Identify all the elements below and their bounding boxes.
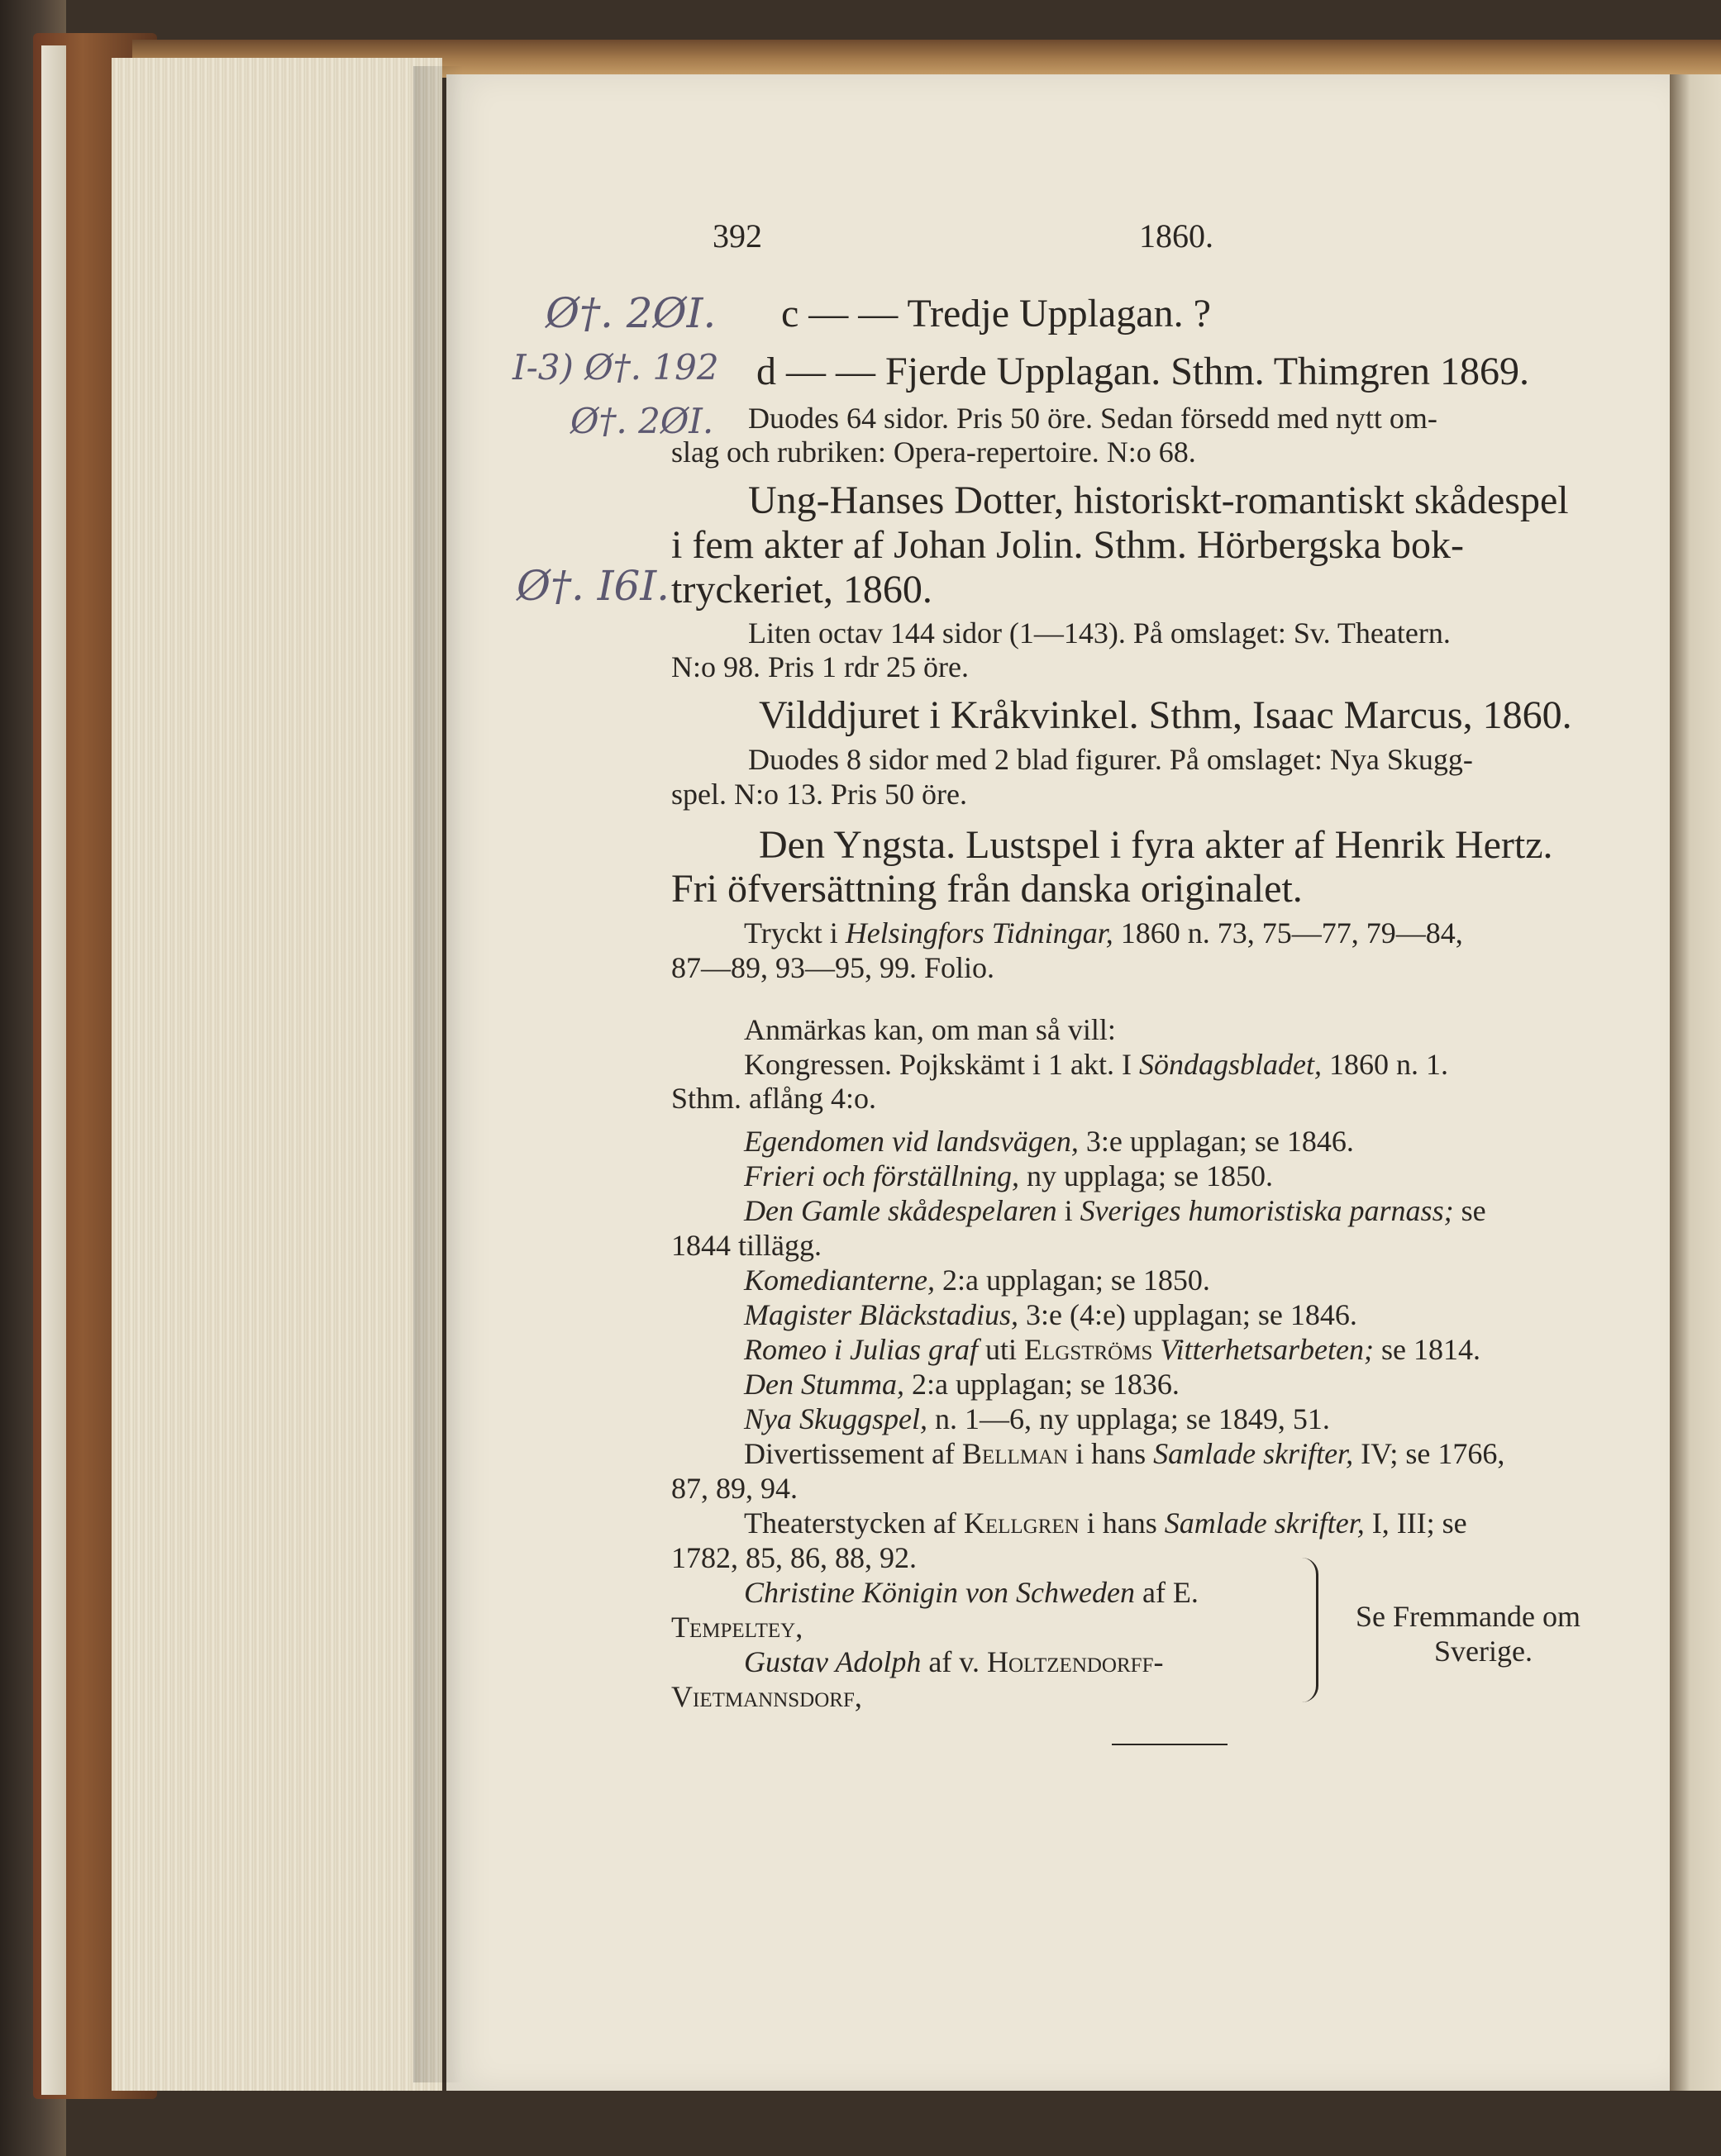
ref-line: Den Stumma, 2:a upplagan; se 1836.: [744, 1368, 1180, 1401]
ref-line: Gustav Adolph af v. Holtzendorff-: [744, 1645, 1164, 1678]
ref-line: Kongressen. Pojkskämt i 1 akt. I Söndagsbladet, 1860 n. 1.: [744, 1048, 1448, 1081]
marginal-note: Ø†. 2ØI.: [570, 401, 714, 441]
ref-line: Den Gamle skådespelaren i Sveriges humoristiska parnass; se: [744, 1194, 1486, 1227]
entry-title: Ung-Hanses Dotter, historiskt-romantiskt skådespel: [748, 478, 1569, 522]
ref-line: Theaterstycken af Kellgren i hans Samlade skrifter, I, III; se: [744, 1506, 1467, 1540]
ref-line: Divertissement af Bellman i hans Samlade skrifter, IV; se 1766,: [744, 1437, 1505, 1470]
tryckt-line: Tryckt i Helsingfors Tidningar, 1860 n. 73, 75—77, 79—84,: [744, 916, 1463, 949]
brace-note: Sverige.: [1434, 1635, 1533, 1668]
ref-line: 1782, 85, 86, 88, 92.: [671, 1541, 917, 1574]
entry-line: tryckeriet, 1860.: [671, 568, 932, 612]
entry-note: spel. N:o 13. Pris 50 öre.: [671, 778, 967, 811]
ref-line: Vietmannsdorf,: [671, 1680, 862, 1713]
ref-line: 87, 89, 94.: [671, 1472, 798, 1505]
anm-heading: Anmärkas kan, om man så vill:: [744, 1013, 1116, 1046]
page-stack: [112, 58, 442, 2091]
ref-line: Sthm. aflång 4:o.: [671, 1082, 876, 1115]
tryckt-line: 87—89, 93—95, 99. Folio.: [671, 951, 995, 984]
entry-note: Duodes 64 sidor. Pris 50 öre. Sedan försedd med nytt om-: [748, 402, 1437, 435]
entry-line: d — — Fjerde Upplagan. Sthm. Thimgren 1869.: [756, 350, 1530, 393]
entry-line: i fem akter af Johan Jolin. Sthm. Hörbergska bok-: [671, 523, 1464, 567]
end-rule: [1112, 1744, 1228, 1745]
ref-line: Frieri och förställning, ny upplaga; se 1850.: [744, 1159, 1273, 1192]
cover-edge: [41, 45, 66, 2095]
entry-note: Liten octav 144 sidor (1—143). På omslaget: Sv. Theatern.: [748, 616, 1451, 650]
ref-line: Tempeltey,: [671, 1611, 803, 1644]
running-head-year: 1860.: [1139, 217, 1213, 255]
marginal-note: Ø†. 2ØI.: [546, 289, 717, 337]
ref-line: Christine Königin von Schweden af E.: [744, 1576, 1199, 1609]
ref-line: Egendomen vid landsvägen, 3:e upplagan; se 1846.: [744, 1125, 1354, 1158]
ref-line: Komedianterne, 2:a upplagan; se 1850.: [744, 1264, 1210, 1297]
entry-title: Vilddjuret i Kråkvinkel. Sthm, Isaac Marcus, 1860.: [759, 693, 1572, 737]
entry-note: Duodes 8 sidor med 2 blad figurer. På omslaget: Nya Skugg-: [748, 743, 1473, 776]
facing-page-edge: [1670, 74, 1721, 2091]
ref-line: Magister Bläckstadius, 3:e (4:e) upplagan; se 1846.: [744, 1298, 1357, 1331]
ref-line: Romeo i Julias graf uti Elgströms Vitterhetsarbeten; se 1814.: [744, 1333, 1480, 1366]
entry-line: c — — Tredje Upplagan. ?: [781, 292, 1211, 336]
ref-line: Nya Skuggspel, n. 1—6, ny upplaga; se 1849, 51.: [744, 1402, 1330, 1435]
gutter-shadow: [413, 66, 463, 2082]
marginal-note: Ø†. I6I.: [517, 562, 670, 610]
brace: [1296, 1558, 1318, 1702]
entry-note: N:o 98. Pris 1 rdr 25 öre.: [671, 650, 969, 683]
brace-note: Se Fremmande om: [1356, 1600, 1580, 1633]
entry-note: slag och rubriken: Opera-repertoire. N:o 68.: [671, 435, 1196, 469]
entry-line: Fri öfversättning från danska originalet.: [671, 867, 1303, 911]
marginal-note: I-3) Ø†. 192: [512, 347, 719, 388]
ref-line: 1844 tillägg.: [671, 1229, 822, 1262]
page-number: 392: [713, 217, 762, 255]
entry-title: Den Yngsta. Lustspel i fyra akter af Henrik Hertz.: [759, 823, 1553, 867]
